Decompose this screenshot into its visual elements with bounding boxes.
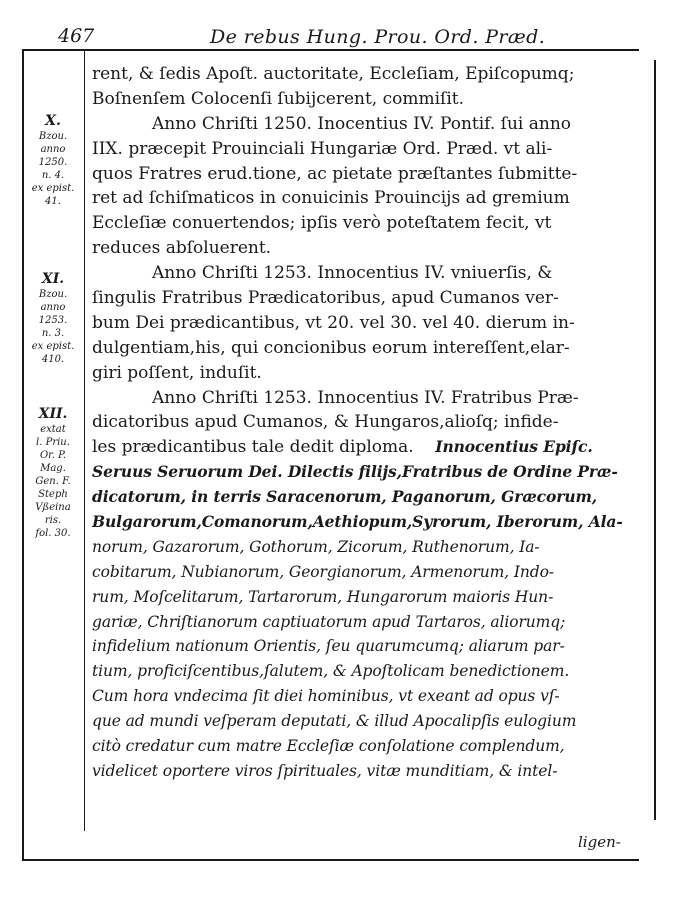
margin-note-line: extat xyxy=(40,424,66,435)
text-line: giri poſſent, induſit. xyxy=(92,362,262,383)
margin-note-line: 410. xyxy=(41,354,65,365)
text-line-italic: infidelium nationum Orientis, ſeu quarumcumq; aliarum par- xyxy=(92,637,565,656)
margin-note-line: Or. P. xyxy=(39,450,67,461)
margin-note-line: l. Priu. xyxy=(36,437,70,448)
text-line: Boſnenſem Colocenſi ſubijcerent, commiſit. xyxy=(92,88,465,109)
text-line-italic: rum, Moſcelitarum, Tartarorum, Hungarorum maioris Hun- xyxy=(92,587,554,606)
text-line: Anno Chriſti 1253. Innocentius IV. Fratribus Præ- xyxy=(152,387,579,408)
text-line: Anno Chriſti 1253. Innocentius IV. vniuerſis, & xyxy=(152,263,553,284)
header-rule xyxy=(22,49,639,51)
text-line: ſingulis Fratribus Prædicatoribus, apud Cumanos ver- xyxy=(92,288,559,309)
footer-rule xyxy=(22,859,639,861)
margin-note-line: n. 3. xyxy=(41,328,65,339)
catchword: ligen- xyxy=(578,833,621,851)
margin-note-line: 1253. xyxy=(38,315,68,326)
text-line: dulgentiam,his, qui concionibus eorum intereſſent,elar- xyxy=(92,337,570,358)
margin-note-line: 1250. xyxy=(38,157,68,168)
margin-note-x xyxy=(24,112,82,208)
text-line: dicatoribus apud Cumanos, & Hungaros,alioſq; infide- xyxy=(92,412,559,433)
right-border-rule xyxy=(654,60,656,820)
margin-divider-rule xyxy=(84,51,85,831)
text-line-italic: dicatorum, in terris Saracenorum, Paganorum, Græcorum, xyxy=(92,487,598,507)
text-line: bum Dei prædicantibus, vt 20. vel 30. vel 40. dierum in- xyxy=(92,312,575,333)
margin-note-number: XI. xyxy=(41,271,65,287)
text-line-italic: Bulgarorum,Comanorum,Aethiopum,Syrorum, Iberorum, Ala- xyxy=(92,512,623,532)
text-line-italic: norum, Gazarorum, Gothorum, Zicorum, Ruthenorum, Ia- xyxy=(92,537,540,556)
text-line-italic: Seruus Seruorum Dei. Dilectis filijs,Fratribus de Ordine Præ- xyxy=(92,462,618,482)
running-title: De rebus Hung. Prou. Ord. Præd. xyxy=(210,26,546,48)
text-line-italic: gariæ, Chriſtianorum captiuatorum apud Tartaros, aliorumq; xyxy=(92,612,566,631)
margin-note-line: ex epist. xyxy=(31,183,75,194)
body-text xyxy=(92,62,652,784)
text-line-italic: tium, proficiſcentibus,ſalutem, & Apoſtolicam benedictionem. xyxy=(92,662,570,681)
margin-note-line: Gen. F. xyxy=(35,476,71,487)
text-line-italic: cobitarum, Nubianorum, Georgianorum, Armenorum, Indo- xyxy=(92,562,554,581)
margin-note-line: anno xyxy=(40,144,66,155)
text-line: IIX. præcepit Prouinciali Hungariæ Ord. Præd. vt ali- xyxy=(92,138,553,159)
text-line-italic: Cum hora vndecima ſit diei hominibus, vt exeant ad opus vſ- xyxy=(92,687,560,706)
margin-note-xi xyxy=(24,270,82,366)
margin-note-line: n. 4. xyxy=(41,170,65,181)
margin-note-line: Vßeina xyxy=(35,502,71,513)
margin-note-line: Bzou. xyxy=(38,289,68,300)
margin-note-line: Mag. xyxy=(40,463,66,474)
margin-note-line: anno xyxy=(40,302,66,313)
text-line: rent, & ſedis Apoſt. auctoritate, Eccleſiam, Epiſcopumq; xyxy=(92,64,575,84)
text-line-italic: que ad mundi veſperam deputati, & illud Apocalipſis eulogium xyxy=(92,712,577,731)
text-line: Anno Chriſti 1250. Inocentius IV. Pontif. ſui anno xyxy=(152,113,572,134)
margin-note-xii xyxy=(24,405,82,540)
margin-note-line: fol. 30. xyxy=(35,528,71,539)
margin-note-line: Steph xyxy=(38,489,68,500)
page-number: 467 xyxy=(58,25,95,47)
margin-note-number: XII. xyxy=(38,406,68,422)
margin-note-line: ris. xyxy=(44,515,62,526)
text-line: quos Fratres erud.tione, ac pietate præſtantes ſubmitte- xyxy=(92,163,578,184)
text-line-italic: videlicet oportere viros ſpirituales, vitæ munditiam, & intel- xyxy=(92,761,558,780)
margin-note-line: Bzou. xyxy=(38,131,68,142)
text-run: les prædicantibus tale dedit diploma. xyxy=(92,437,414,458)
margin-note-line: ex epist. xyxy=(31,341,75,352)
diploma-incipit: Innocentius Epiſc. xyxy=(435,437,593,457)
text-line: reduces abſoluerent. xyxy=(92,238,272,259)
text-line: ret ad ſchiſmaticos in conuicinis Prouincijs ad gremium xyxy=(92,188,570,209)
text-line-italic: citò credatur cum matre Eccleſiæ conſolatione complendum, xyxy=(92,737,565,756)
text-line: Eccleſiæ conuertendos; ipſis verò poteſtatem fecit, vt xyxy=(92,213,552,234)
margin-note-number: X. xyxy=(45,113,61,129)
text-line xyxy=(92,435,652,460)
margin-note-line: 41. xyxy=(45,196,61,207)
